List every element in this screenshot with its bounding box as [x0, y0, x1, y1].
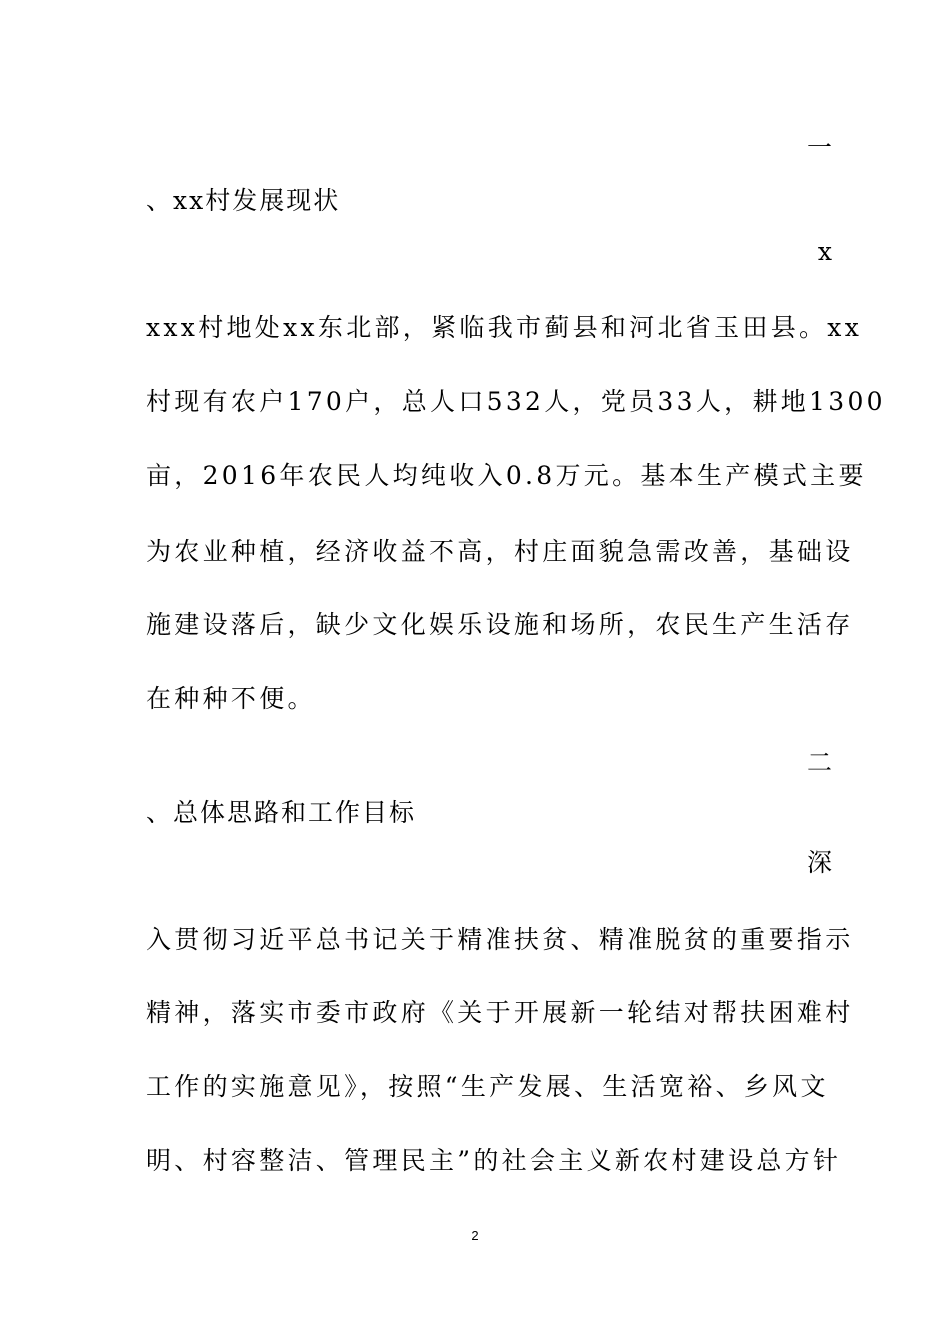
section-two-heading: 、总体思路和工作目标: [146, 798, 417, 827]
paragraph-one-line-3: 亩，2016年农民人均纯收入0.8万元。基本生产模式主要: [146, 461, 867, 490]
paragraph-two-line-1: 入贯彻习近平总书记关于精准扶贫、精准脱贫的重要指示: [146, 925, 854, 954]
paragraph-one-line-6: 在种种不便。: [146, 684, 316, 713]
paragraph-one-line-2: 村现有农户170户，总人口532人，党员33人，耕地1300: [146, 387, 886, 416]
paragraph-one-line-5: 施建设落后，缺少文化娱乐设施和场所，农民生产生活存: [146, 610, 854, 639]
section-one-numeral: 一: [806, 133, 832, 162]
paragraph-two-lead: 深: [806, 848, 832, 877]
paragraph-one-lead: x: [817, 237, 832, 266]
paragraph-two-line-3: 工作的实施意见》，按照“生产发展、生活宽裕、乡风文: [146, 1072, 829, 1101]
section-one-heading: 、xx村发展现状: [146, 186, 341, 215]
paragraph-two-line-4: 明、村容整洁、管理民主”的社会主义新农村建设总方针: [146, 1146, 842, 1175]
paragraph-one-line-1: xxx村地处xx东北部，紧临我市蓟县和河北省玉田县。xx: [146, 313, 863, 342]
section-two-numeral: 二: [806, 748, 832, 777]
paragraph-one-line-4: 为农业种植，经济收益不高，村庄面貌急需改善，基础设: [146, 537, 854, 566]
page-number: 2: [471, 1228, 479, 1243]
paragraph-two-line-2: 精神，落实市委市政府《关于开展新一轮结对帮扶困难村: [146, 998, 854, 1027]
